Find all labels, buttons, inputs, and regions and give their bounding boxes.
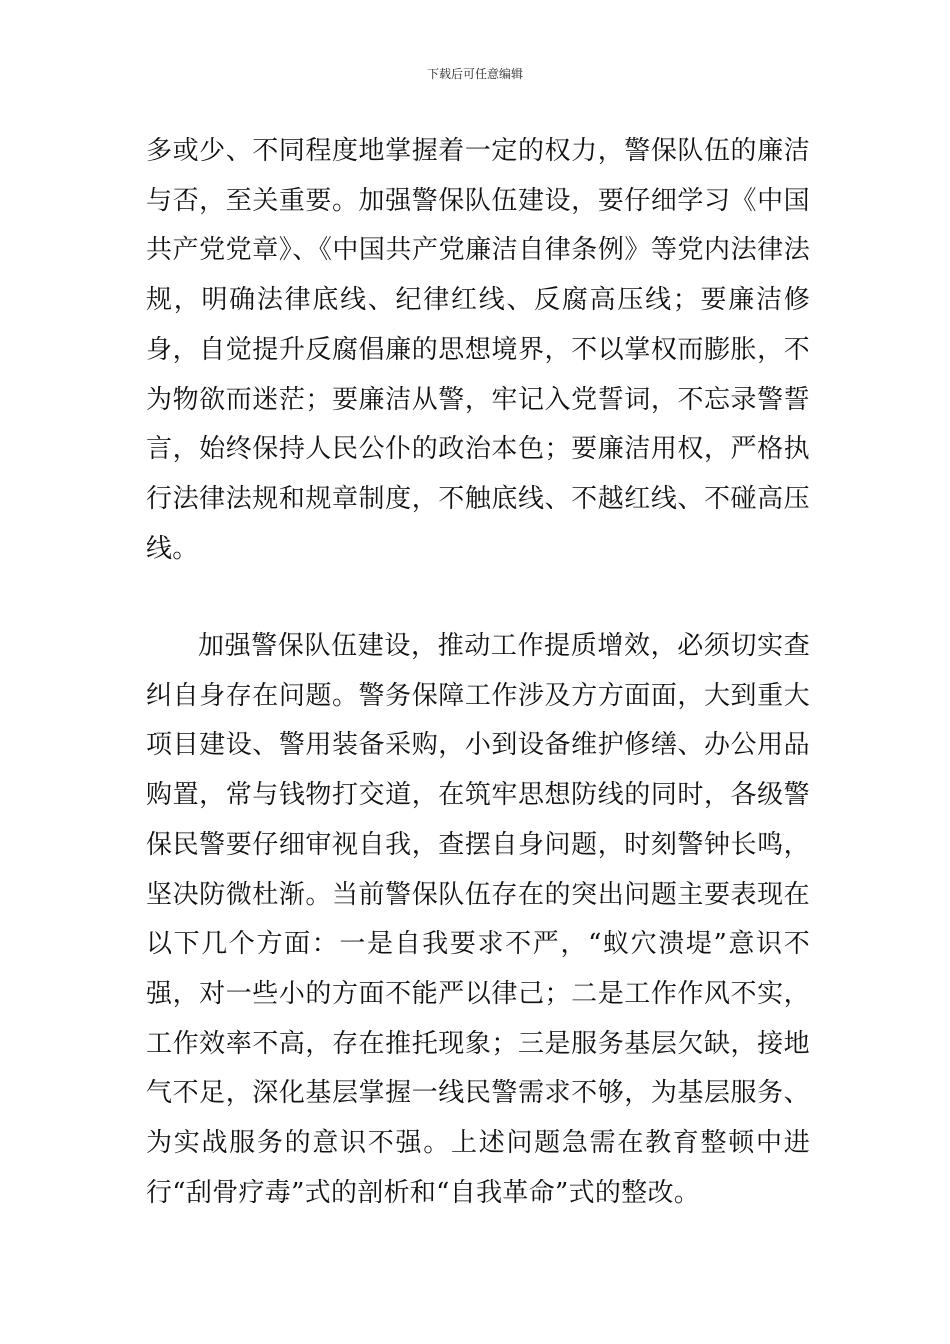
paragraph-continued: 多或少、不同程度地掌握着一定的权力，警保队伍的廉洁与否，至关重要。加强警保队伍建设，要仔细学习《中国共产党党章》、《中国共产党廉洁自律条例》等党内法律法规，明确法律底线、纪律红线、反腐高压线；要廉洁修身，自觉提升反腐倡廉的思想境界，不以掌权而膨胀，不为物欲而迷茫；要廉洁从警，牢记入党誓词，不忘录警誓言，始终保持人民公仆的政治本色；要廉洁用权，严格执行法律法规和规章制度，不触底线、不越红线、不碰高压线。 xyxy=(146,136,810,564)
paragraph-problems: 加强警保队伍建设，推动工作提质增效，必须切实查纠自身存在问题。警务保障工作涉及方方面面，大到重大项目建设、警用装备采购，小到设备维护修缮、办公用品购置，常与钱物打交道，在筑牢思想防线的同时，各级警保民警要仔细审视自我，查摆自身问题，时刻警钟长鸣，坚决防微杜渐。当前警保队伍存在的突出问题主要表现在以下几个方面：一是自我要求不严，“蚁穴溃堤”意识不强，对一些小的方面不能严以律己；二是工作作风不实，工作效率不高，存在推托现象；三是服务基层欠缺，接地气不足，深化基层掌握一线民警需求不够，为基层服务、为实战服务的意识不强。上述问题急需在教育整顿中进行“刮骨疗毒”式的剖析和“自我革命”式的整改。 xyxy=(146,631,810,1208)
page-header: 下载后可任意编辑 xyxy=(426,67,523,81)
